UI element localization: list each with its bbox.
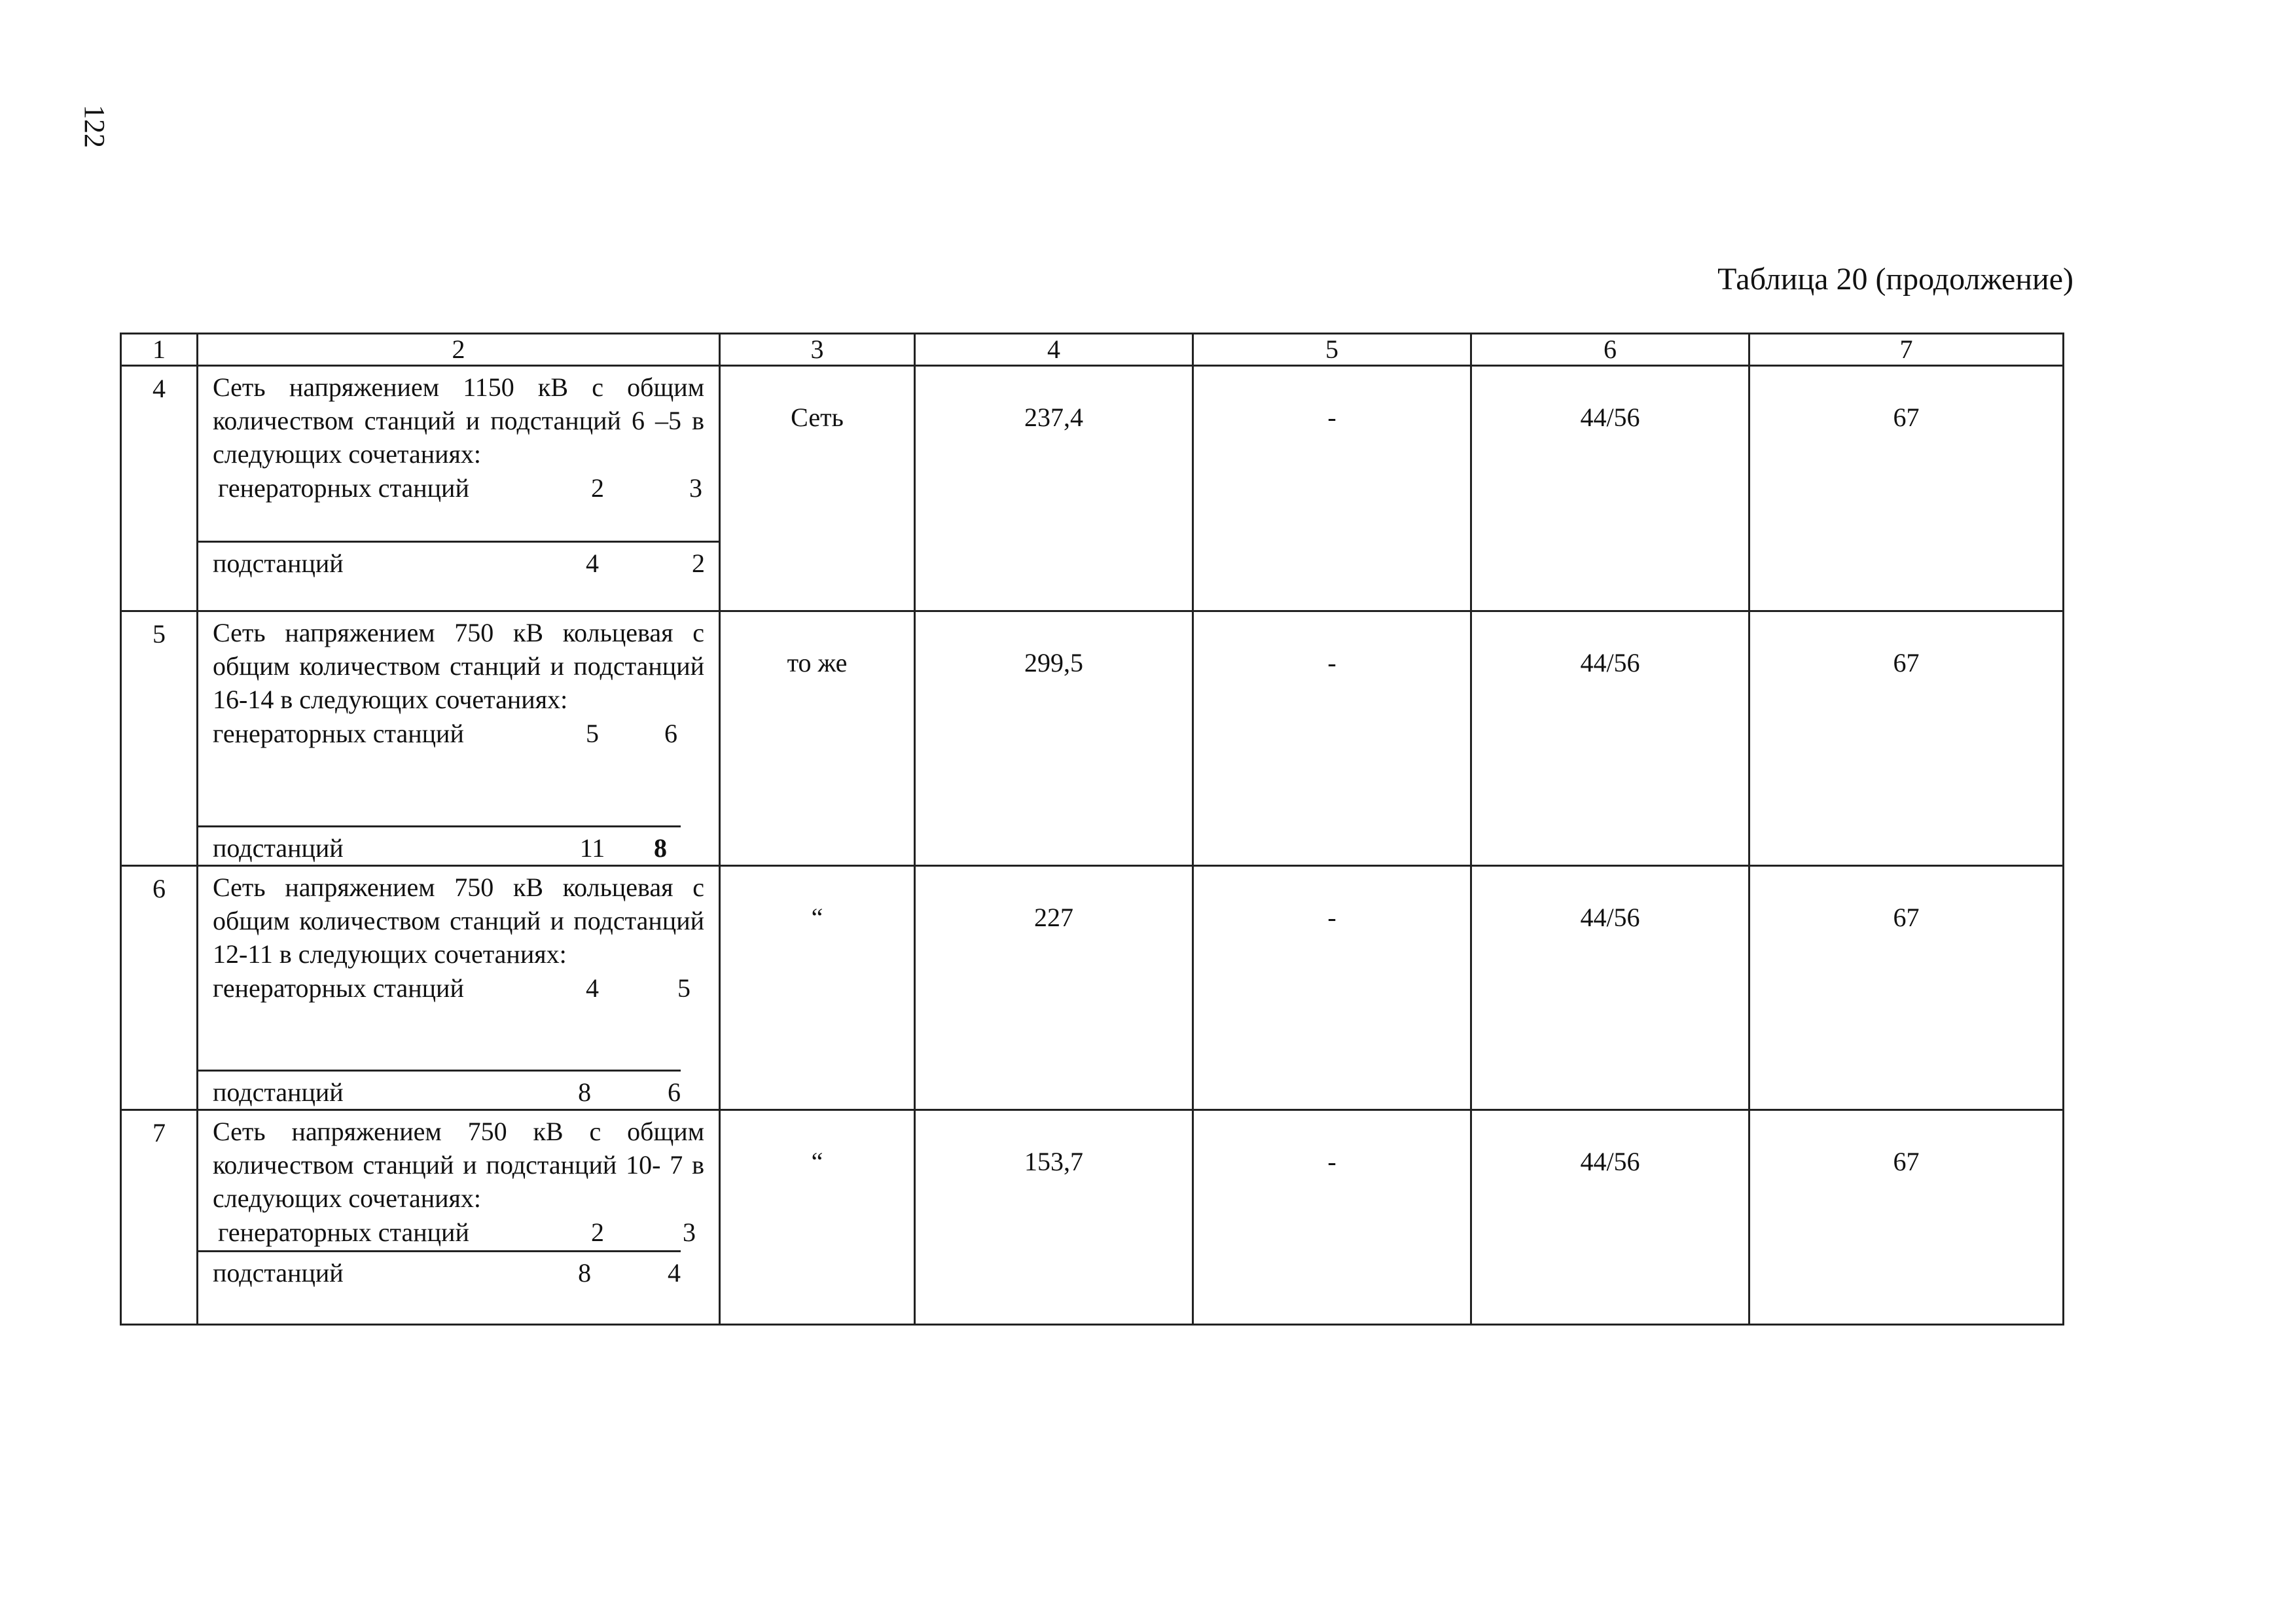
unit-cell: “ xyxy=(720,866,915,1110)
description-text: Сеть напряжением 750 кВ с общим количеством станций и подстанций 10- 7 в следующих сочетаниях: xyxy=(213,1117,704,1214)
generator-stations-value: 2 xyxy=(591,1217,604,1247)
value-cell: 67 xyxy=(1749,866,2064,1110)
generator-stations-label: генераторных станций xyxy=(213,718,464,748)
value-cell: - xyxy=(1193,611,1471,866)
table-row xyxy=(121,611,2064,866)
description-cell xyxy=(198,1110,720,1325)
substations-value: 8 xyxy=(578,1077,592,1107)
value-cell: - xyxy=(1193,866,1471,1110)
substations-label: подстанций xyxy=(213,833,344,863)
generator-stations-value: 6 xyxy=(664,718,677,748)
column-header: 2 xyxy=(198,334,720,366)
generator-stations-value: 3 xyxy=(683,1217,696,1247)
substations-value: 8 xyxy=(578,1257,592,1288)
generator-stations-line xyxy=(198,471,719,510)
description-cell xyxy=(198,866,720,1110)
column-header: 6 xyxy=(1471,334,1749,366)
generator-stations-label: генераторных станций xyxy=(218,1217,469,1247)
column-header: 1 xyxy=(121,334,198,366)
column-header: 4 xyxy=(915,334,1193,366)
substations-line xyxy=(198,541,719,610)
substations-value: 2 xyxy=(692,549,705,578)
value-cell: - xyxy=(1193,366,1471,611)
value-cell: 299,5 xyxy=(915,611,1193,866)
substations-value: 6 xyxy=(668,1077,681,1107)
generator-stations-line xyxy=(198,1216,719,1250)
description-text: Сеть напряжением 1150 кВ с общим количеством станций и подстанций 6 –5 в следующих сочетаниях: xyxy=(213,372,704,469)
table-caption: Таблица 20 (продолжение) xyxy=(1717,262,2073,297)
value-cell: 44/56 xyxy=(1471,1110,1749,1325)
substations-value: 4 xyxy=(668,1257,681,1288)
substations-line xyxy=(198,825,681,865)
column-header: 3 xyxy=(720,334,915,366)
generator-stations-value: 2 xyxy=(591,473,604,503)
table-row xyxy=(121,366,2064,611)
unit-cell: Сеть xyxy=(720,366,915,611)
value-cell: - xyxy=(1193,1110,1471,1325)
substations-line xyxy=(198,1250,681,1290)
substations-value: 4 xyxy=(586,549,599,578)
row-number: 6 xyxy=(121,866,198,1110)
column-header: 5 xyxy=(1193,334,1471,366)
description-cell xyxy=(198,611,720,866)
value-cell: 44/56 xyxy=(1471,611,1749,866)
value-cell: 227 xyxy=(915,866,1193,1110)
unit-cell: “ xyxy=(720,1110,915,1325)
value-cell: 153,7 xyxy=(915,1110,1193,1325)
generator-stations-value: 3 xyxy=(689,473,702,503)
generator-stations-line xyxy=(198,971,719,1010)
substations-value: 11 xyxy=(579,833,605,863)
column-header: 7 xyxy=(1749,334,2064,366)
row-number: 4 xyxy=(121,366,198,611)
generator-stations-value: 5 xyxy=(677,973,691,1003)
substations-label: подстанций xyxy=(213,1257,344,1288)
generator-stations-value: 5 xyxy=(586,718,599,748)
description-cell xyxy=(198,366,720,611)
generator-stations-label: генераторных станций xyxy=(218,473,469,503)
data-table xyxy=(120,333,2064,1326)
table-row xyxy=(121,866,2064,1110)
substations-value: 8 xyxy=(654,833,667,863)
table-row xyxy=(121,1110,2064,1325)
value-cell: 67 xyxy=(1749,1110,2064,1325)
value-cell: 44/56 xyxy=(1471,866,1749,1110)
substations-label: подстанций xyxy=(213,1077,344,1107)
table-header-row xyxy=(121,334,2064,366)
row-number: 7 xyxy=(121,1110,198,1325)
generator-stations-value: 4 xyxy=(586,973,599,1003)
value-cell: 237,4 xyxy=(915,366,1193,611)
substations-line xyxy=(198,1070,681,1109)
page-number: 122 xyxy=(79,105,111,148)
description-text: Сеть напряжением 750 кВ кольцевая с общим количеством станций и подстанций 16-14 в следующих сочетаниях: xyxy=(213,618,704,715)
value-cell: 67 xyxy=(1749,366,2064,611)
unit-cell: то же xyxy=(720,611,915,866)
generator-stations-line xyxy=(198,717,719,755)
generator-stations-label: генераторных станций xyxy=(213,973,464,1003)
value-cell: 44/56 xyxy=(1471,366,1749,611)
description-text: Сеть напряжением 750 кВ кольцевая с общим количеством станций и подстанций 12-11 в следующих сочетаниях: xyxy=(213,873,704,969)
substations-label: подстанций xyxy=(213,549,344,578)
row-number: 5 xyxy=(121,611,198,866)
value-cell: 67 xyxy=(1749,611,2064,866)
